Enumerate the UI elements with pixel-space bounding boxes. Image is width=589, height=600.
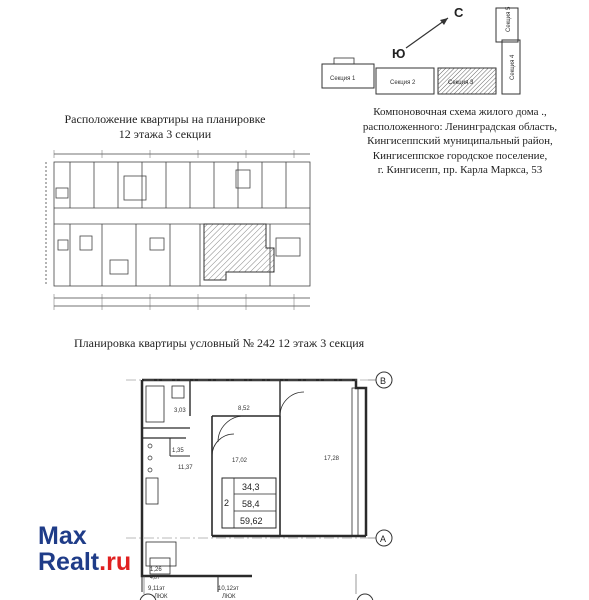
footer-luk-1: ЛЮК bbox=[154, 594, 168, 600]
section-5-label: Секция 5 bbox=[506, 6, 512, 32]
watermark-ru: .ru bbox=[99, 548, 132, 576]
apartment-highlight bbox=[204, 224, 274, 280]
section-1-label: Секция 1 bbox=[330, 76, 356, 82]
room-kitchen-area: 17,02 bbox=[232, 458, 248, 464]
scheme-caption-line-2: расположенного: Ленинградская область, bbox=[362, 120, 558, 133]
summary-living: 34,3 bbox=[242, 482, 260, 492]
room-hall-area: 11,37 bbox=[178, 465, 193, 471]
summary-rooms: 2 bbox=[224, 498, 230, 508]
section-2-label: Секция 2 bbox=[390, 80, 416, 86]
summary-total: 58,4 bbox=[242, 499, 260, 509]
room-corridor-area: 8,52 bbox=[238, 406, 250, 412]
balcony-1-sub: 4,87 bbox=[150, 575, 160, 581]
floor-plan bbox=[40, 148, 326, 318]
watermark-line-1: Max bbox=[38, 522, 87, 550]
scheme-caption-line-3: Кингисеппский муниципальный район, bbox=[367, 135, 553, 147]
scheme-caption-line-5: г. Кингисепп, пр. Карла Маркса, 53 bbox=[377, 164, 543, 176]
axis-a-label: А bbox=[380, 534, 387, 544]
watermark-realt: Realt bbox=[38, 548, 100, 576]
apartment-plan bbox=[120, 366, 589, 600]
location-caption-line-2: 12 этажа 3 секции bbox=[118, 127, 212, 141]
watermark-line-2 bbox=[38, 549, 131, 575]
section-3-label: Секция 3 bbox=[448, 80, 474, 86]
plan-title: Планировка квартиры условный № 242 12 этаж 3 секция bbox=[74, 336, 365, 350]
scheme-caption-line-1: Компоновочная схема жилого дома ., bbox=[373, 106, 547, 118]
compass-south: Ю bbox=[392, 46, 406, 61]
balcony-1-area: 1,26 bbox=[150, 567, 162, 573]
location-caption-line-1: Расположение квартиры на планировке bbox=[64, 112, 266, 126]
footer-level-1: 9,11эт bbox=[148, 586, 165, 592]
room-bath-area: 3,03 bbox=[174, 408, 186, 414]
axis-b-label: В bbox=[380, 376, 387, 386]
footer-luk-2: ЛЮК bbox=[222, 594, 236, 600]
north-arrow bbox=[406, 18, 448, 48]
section-4-label: Секция 4 bbox=[510, 54, 516, 80]
room-living-area: 17,28 bbox=[324, 456, 340, 462]
scheme-caption bbox=[326, 105, 589, 178]
watermark-logo bbox=[38, 523, 131, 575]
scheme-caption-line-4: Кингисеппское городское поселение, bbox=[372, 149, 548, 162]
room-wc-area: 1,35 bbox=[172, 448, 184, 454]
compass-north: С bbox=[454, 5, 464, 20]
site-scheme bbox=[310, 0, 589, 100]
location-caption bbox=[52, 112, 278, 142]
summary-with-balcony: 59,62 bbox=[240, 516, 263, 526]
footer-level-2: 10,12эт bbox=[218, 586, 239, 592]
